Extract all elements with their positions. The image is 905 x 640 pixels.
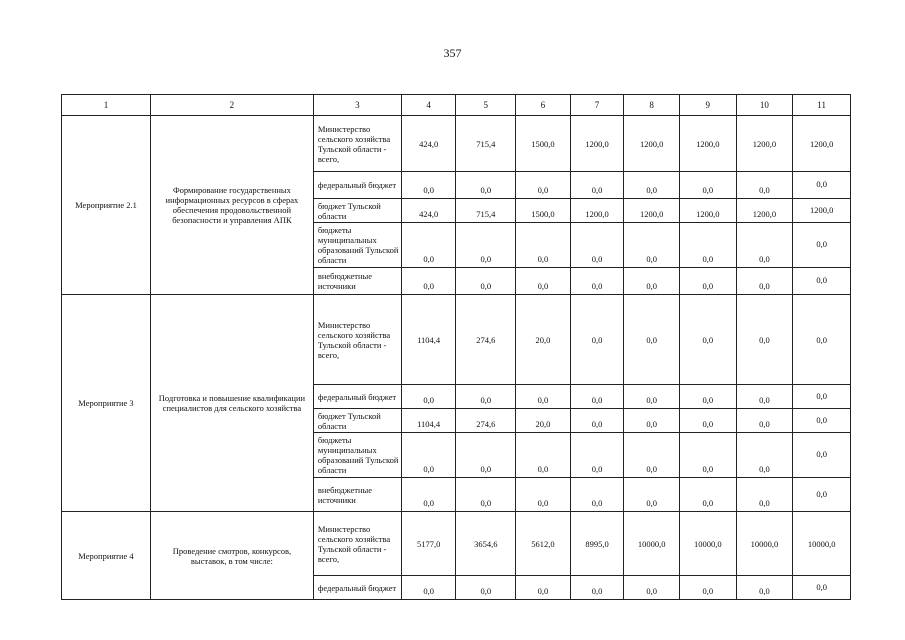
value-cell: 0,0 (679, 576, 736, 600)
value-cell: 274,6 (456, 409, 516, 433)
value-cell: 0,0 (570, 268, 624, 295)
table-row (62, 116, 851, 172)
value-cell: 1200,0 (793, 199, 851, 223)
value-cell: 715,4 (456, 199, 516, 223)
header-cell: 3 (313, 95, 401, 116)
value-cell: 0,0 (793, 478, 851, 512)
measure-name: Мероприятие 2.1 (62, 116, 151, 295)
value-cell: 0,0 (793, 433, 851, 478)
value-cell: 8995,0 (570, 512, 624, 576)
value-cell: 0,0 (793, 223, 851, 268)
value-cell: 0,0 (570, 223, 624, 268)
value-cell: 10000,0 (736, 512, 793, 576)
value-cell: 0,0 (401, 385, 456, 409)
funding-source: бюджеты муниципальных образований Тульской области (313, 223, 401, 268)
value-cell: 0,0 (679, 295, 736, 385)
measure-name: Мероприятие 3 (62, 295, 151, 512)
value-cell: 5612,0 (516, 512, 571, 576)
measure-name: Мероприятие 4 (62, 512, 151, 600)
value-cell: 0,0 (793, 295, 851, 385)
value-cell: 0,0 (624, 268, 680, 295)
value-cell: 0,0 (456, 172, 516, 199)
header-cell: 7 (570, 95, 624, 116)
value-cell: 0,0 (736, 478, 793, 512)
value-cell: 0,0 (624, 385, 680, 409)
value-cell: 0,0 (570, 576, 624, 600)
value-cell: 1500,0 (516, 199, 571, 223)
value-cell: 274,6 (456, 295, 516, 385)
value-cell: 1200,0 (736, 199, 793, 223)
value-cell: 0,0 (624, 172, 680, 199)
funding-source: Министерство сельского хозяйства Тульской области - всего, (313, 295, 401, 385)
value-cell: 424,0 (401, 199, 456, 223)
header-cell: 1 (62, 95, 151, 116)
value-cell: 20,0 (516, 295, 571, 385)
value-cell: 0,0 (679, 385, 736, 409)
value-cell: 0,0 (624, 409, 680, 433)
header-cell: 6 (516, 95, 571, 116)
funding-source: Министерство сельского хозяйства Тульской области - всего, (313, 116, 401, 172)
value-cell: 0,0 (736, 433, 793, 478)
value-cell: 0,0 (516, 268, 571, 295)
value-cell: 0,0 (401, 172, 456, 199)
funding-source: Министерство сельского хозяйства Тульской области - всего, (313, 512, 401, 576)
header-cell: 8 (624, 95, 680, 116)
value-cell: 0,0 (570, 172, 624, 199)
header-cell: 5 (456, 95, 516, 116)
value-cell: 0,0 (516, 576, 571, 600)
value-cell: 0,0 (793, 385, 851, 409)
header-cell: 10 (736, 95, 793, 116)
funding-source: внебюджетные источники (313, 268, 401, 295)
value-cell: 0,0 (736, 223, 793, 268)
value-cell: 0,0 (624, 295, 680, 385)
value-cell: 0,0 (679, 223, 736, 268)
value-cell: 0,0 (516, 478, 571, 512)
value-cell: 10000,0 (793, 512, 851, 576)
value-cell: 0,0 (679, 433, 736, 478)
value-cell: 5177,0 (401, 512, 456, 576)
value-cell: 0,0 (401, 478, 456, 512)
value-cell: 0,0 (736, 576, 793, 600)
funding-source: федеральный бюджет (313, 385, 401, 409)
header-cell: 4 (401, 95, 456, 116)
value-cell: 0,0 (624, 478, 680, 512)
value-cell: 1200,0 (793, 116, 851, 172)
value-cell: 0,0 (401, 433, 456, 478)
funding-source: бюджет Тульской области (313, 409, 401, 433)
header-row (62, 95, 851, 116)
value-cell: 1200,0 (679, 199, 736, 223)
measure-title: Проведение смотров, конкурсов, выставок, в том числе: (151, 512, 314, 600)
value-cell: 0,0 (516, 223, 571, 268)
funding-table (61, 94, 851, 600)
value-cell: 0,0 (736, 295, 793, 385)
table-row (62, 295, 851, 385)
value-cell: 0,0 (570, 409, 624, 433)
funding-source: федеральный бюджет (313, 172, 401, 199)
value-cell: 424,0 (401, 116, 456, 172)
value-cell: 0,0 (516, 385, 571, 409)
value-cell: 1200,0 (570, 116, 624, 172)
value-cell: 0,0 (570, 295, 624, 385)
value-cell: 0,0 (456, 433, 516, 478)
value-cell: 1200,0 (570, 199, 624, 223)
value-cell: 10000,0 (624, 512, 680, 576)
value-cell: 0,0 (736, 172, 793, 199)
value-cell: 0,0 (456, 478, 516, 512)
value-cell: 0,0 (516, 172, 571, 199)
value-cell: 0,0 (624, 223, 680, 268)
value-cell: 0,0 (456, 576, 516, 600)
value-cell: 1200,0 (624, 199, 680, 223)
measure-title: Подготовка и повышение квалификации специалистов для сельского хозяйства (151, 295, 314, 512)
value-cell: 0,0 (401, 268, 456, 295)
value-cell: 0,0 (516, 433, 571, 478)
funding-source: федеральный бюджет (313, 576, 401, 600)
value-cell: 0,0 (456, 268, 516, 295)
value-cell: 0,0 (793, 172, 851, 199)
header-cell: 11 (793, 95, 851, 116)
funding-source: бюджет Тульской области (313, 199, 401, 223)
value-cell: 0,0 (679, 268, 736, 295)
value-cell: 0,0 (456, 385, 516, 409)
header-cell: 2 (151, 95, 314, 116)
value-cell: 0,0 (570, 433, 624, 478)
value-cell: 10000,0 (679, 512, 736, 576)
value-cell: 1200,0 (679, 116, 736, 172)
funding-source: внебюджетные источники (313, 478, 401, 512)
page-number: 357 (443, 46, 462, 60)
value-cell: 0,0 (679, 172, 736, 199)
value-cell: 0,0 (793, 409, 851, 433)
value-cell: 0,0 (736, 409, 793, 433)
table-row (62, 512, 851, 576)
value-cell: 0,0 (456, 223, 516, 268)
value-cell: 0,0 (570, 478, 624, 512)
value-cell: 1500,0 (516, 116, 571, 172)
value-cell: 20,0 (516, 409, 571, 433)
value-cell: 0,0 (624, 576, 680, 600)
funding-source: бюджеты муниципальных образований Тульской области (313, 433, 401, 478)
value-cell: 0,0 (679, 409, 736, 433)
measure-title: Формирование государственных информационных ресурсов в сферах обеспечения продовольственной безопасности и управления АПК (151, 116, 314, 295)
value-cell: 0,0 (736, 268, 793, 295)
value-cell: 0,0 (624, 433, 680, 478)
header-cell: 9 (679, 95, 736, 116)
value-cell: 0,0 (401, 223, 456, 268)
value-cell: 0,0 (736, 385, 793, 409)
value-cell: 1200,0 (736, 116, 793, 172)
value-cell: 715,4 (456, 116, 516, 172)
value-cell: 0,0 (679, 478, 736, 512)
value-cell: 3654,6 (456, 512, 516, 576)
value-cell: 0,0 (793, 268, 851, 295)
value-cell: 0,0 (401, 576, 456, 600)
value-cell: 0,0 (570, 385, 624, 409)
value-cell: 1104,4 (401, 295, 456, 385)
value-cell: 0,0 (793, 576, 851, 600)
value-cell: 1200,0 (624, 116, 680, 172)
value-cell: 1104,4 (401, 409, 456, 433)
